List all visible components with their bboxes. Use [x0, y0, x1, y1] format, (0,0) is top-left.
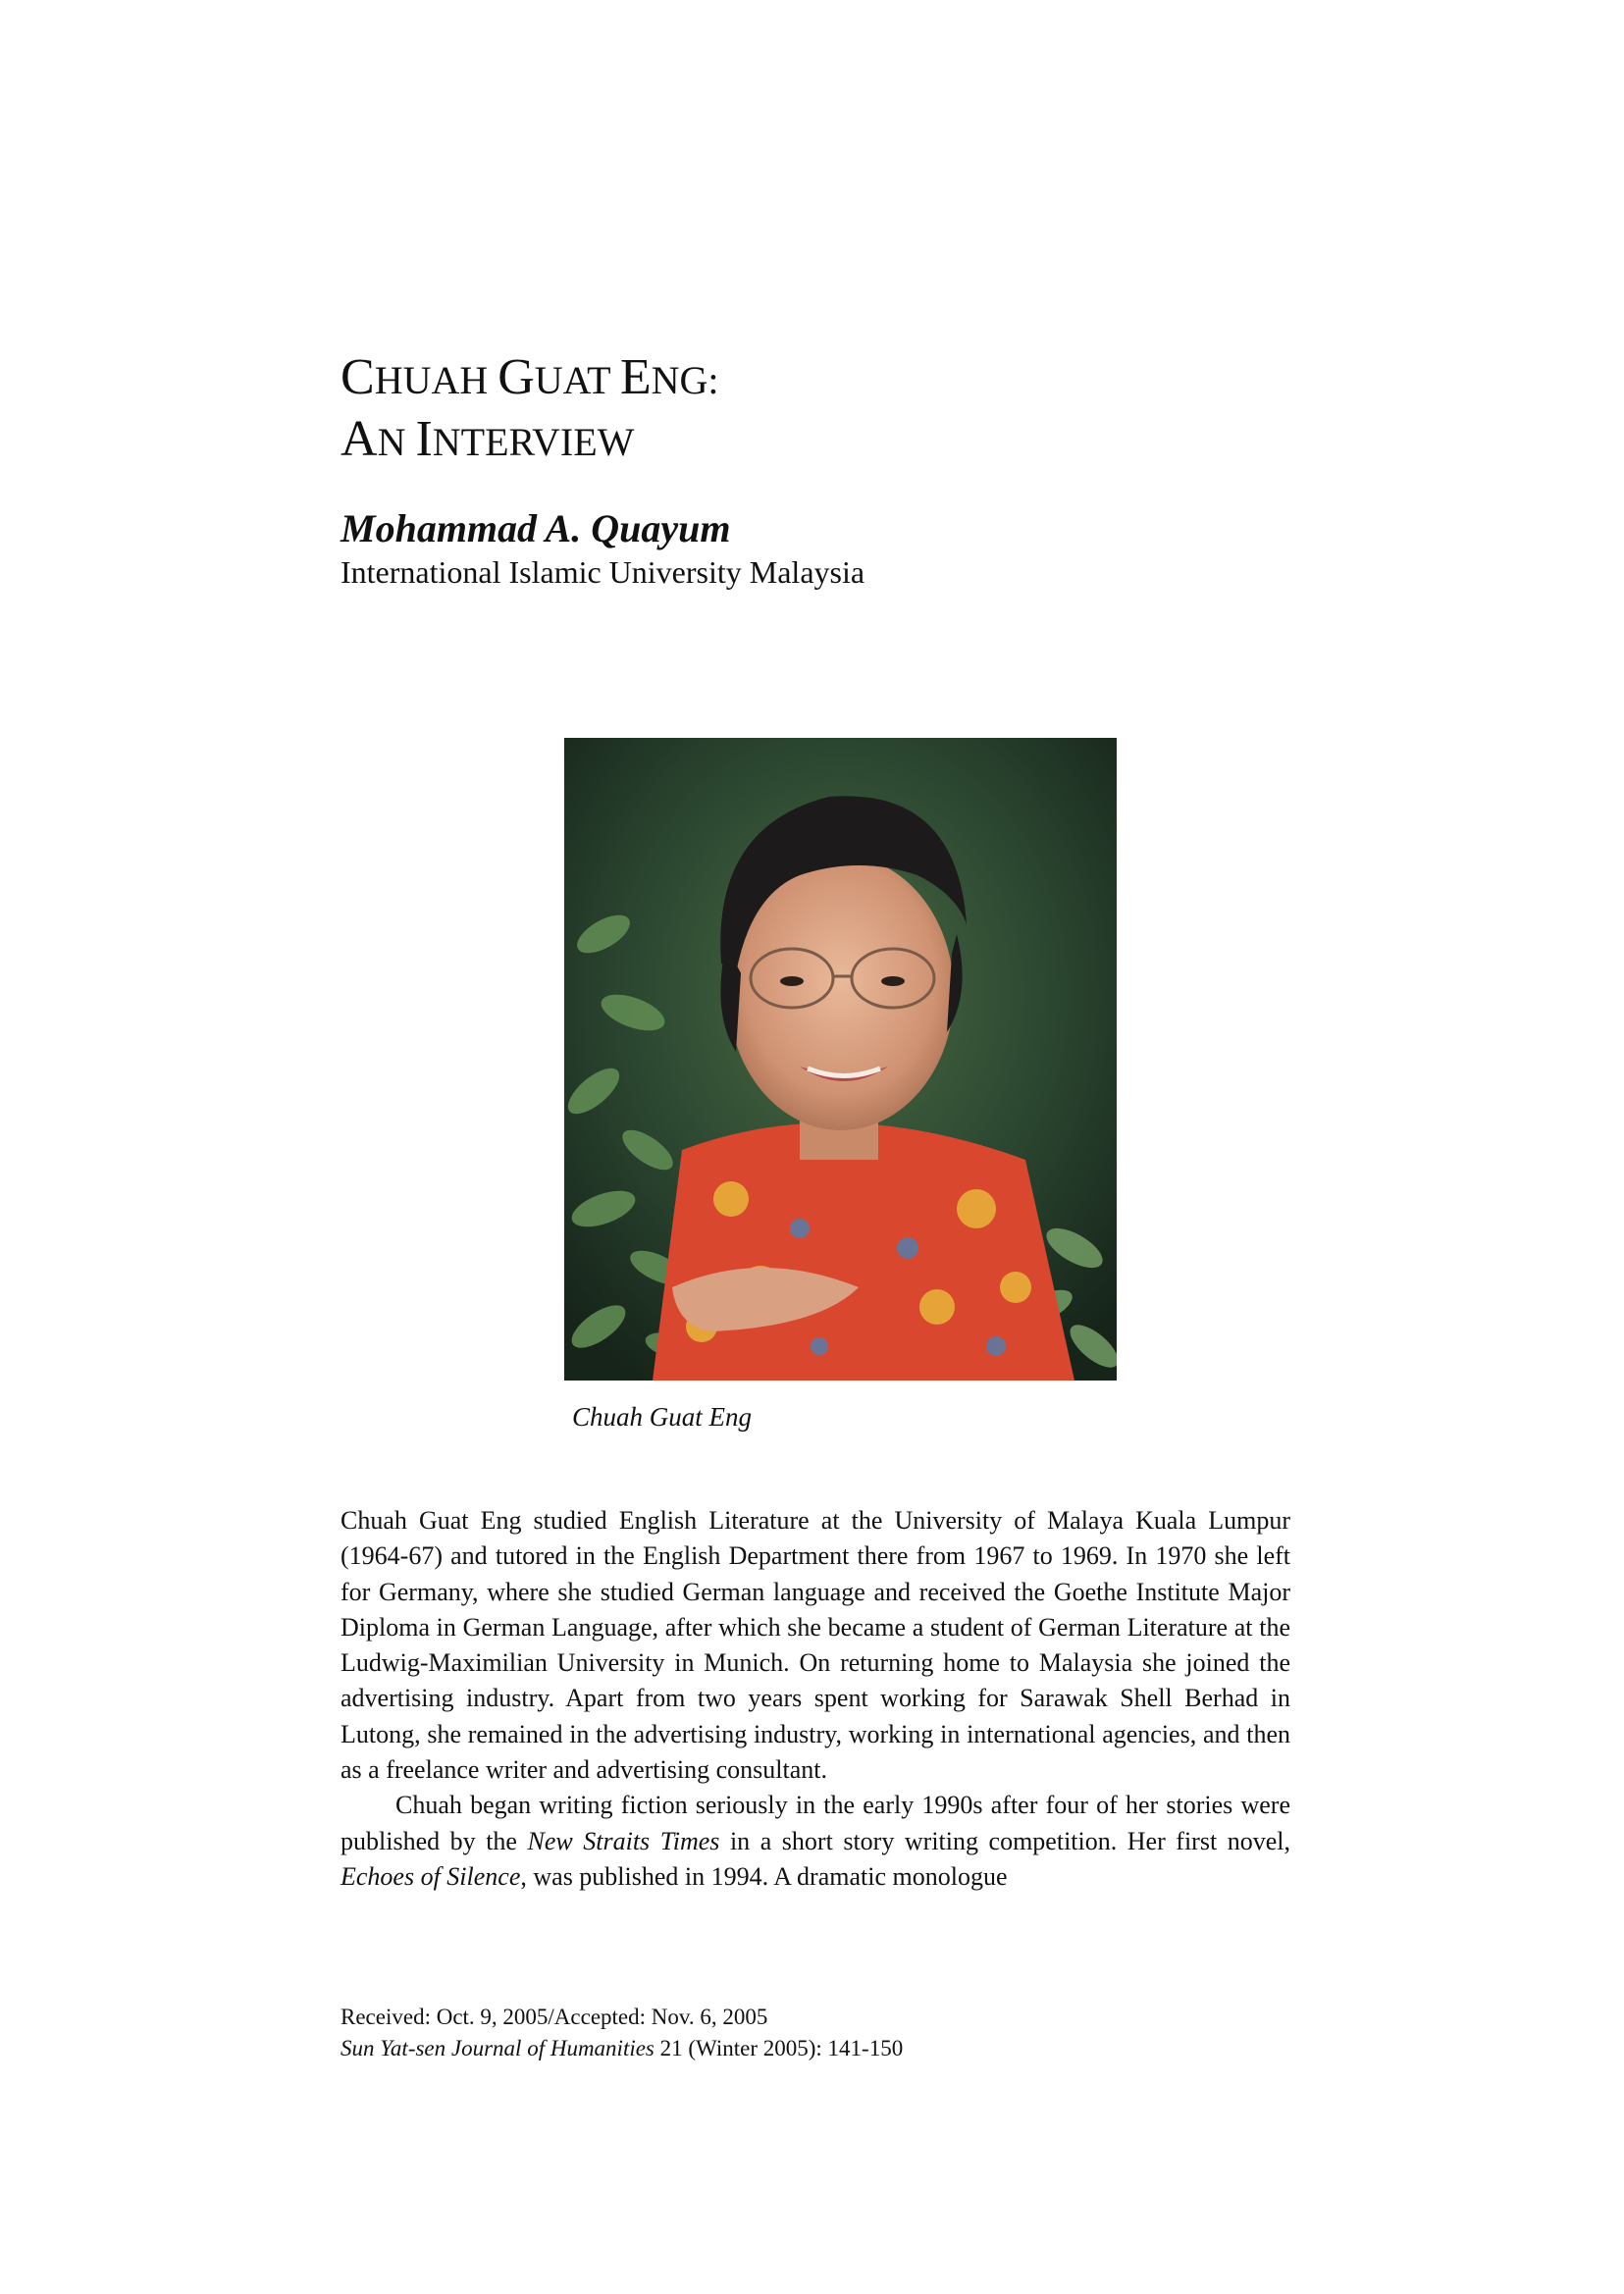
newspaper-title: New Straits Times [527, 1826, 720, 1855]
citation-details: 21 (Winter 2005): 141-150 [654, 2036, 904, 2060]
figure-caption: Chuah Guat Eng [572, 1402, 753, 1432]
author-affiliation: International Islamic University Malaysia [341, 554, 865, 590]
paragraph-2-text: Chuah began writing fiction seriously in the early 1990s after four of her stories were published by the [341, 1791, 1290, 1855]
title-initial: A [341, 411, 378, 467]
title-initial: C [341, 349, 375, 405]
journal-name: Sun Yat-sen Journal of Humanities [341, 2036, 655, 2060]
article-body [341, 1503, 1290, 1895]
journal-citation [341, 2033, 903, 2064]
title-line-1 [341, 348, 1322, 410]
title-initial: G [498, 349, 535, 405]
received-accepted-dates: Received: Oct. 9, 2005/Accepted: Nov. 6, 2005 [341, 2005, 768, 2029]
author-name: Mohammad A. Quayum [341, 506, 731, 550]
title-word: NTERVIEW [432, 420, 635, 464]
article-footer [341, 2002, 903, 2064]
title-word: HUAH [374, 358, 498, 402]
portrait-photo [564, 738, 1117, 1381]
novel-title: Echoes of Silence [341, 1861, 521, 1891]
title-initial: I [415, 411, 433, 467]
paragraph-2 [341, 1788, 1290, 1895]
paragraph-1: Chuah Guat Eng studied English Literature at the University of Malaya Kuala Lumpur (1964-67) and tutored in the English Department there from 1967 to 1969. In 1970 she left for Germany, where she studied German language and received the Goethe Institute Major Diploma in German Language, after which she became a student of German Literature at the Ludwig-Maximilian University in Munich. On returning home to Malaysia she joined the advertising industry. Apart from two years spent working for Sarawak Shell Berhad in Lutong, she remained in the advertising industry, working in international agencies, and then as a freelance writer and advertising consultant. [341, 1506, 1290, 1785]
article-title [341, 348, 1322, 472]
portrait-photo-icon [564, 738, 1117, 1381]
title-word: NG: [651, 358, 719, 402]
title-word: UAT [534, 358, 620, 402]
title-line-2 [341, 410, 1322, 472]
title-word: N [377, 420, 416, 464]
paragraph-2-text: , was published in 1994. A dramatic monologue [520, 1861, 1008, 1891]
paragraph-2-text: in a short story writing competition. Her first novel, [719, 1826, 1290, 1855]
title-initial: E [619, 349, 652, 405]
